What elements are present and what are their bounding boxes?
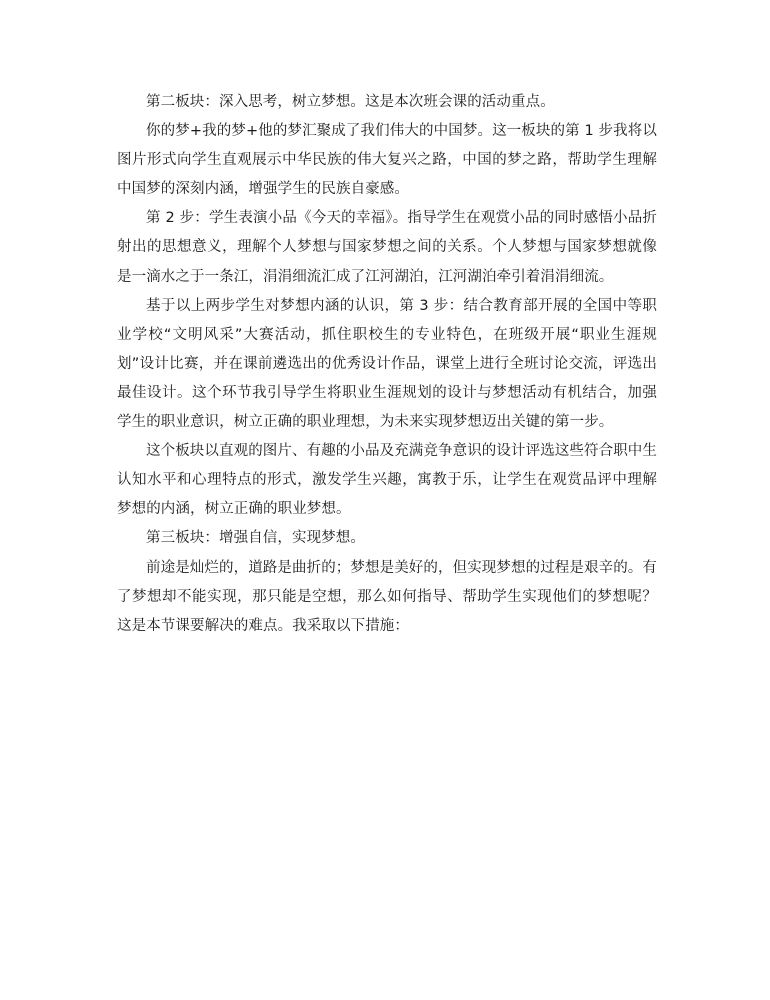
paragraph-section-summary: 这个板块以直观的图片、有趣的小品及充满竞争意识的设计评选这些符合职中生认知水平和心理特点的形式，激发学生兴趣，寓教于乐，让学生在观赏品评中理解梦想的内涵，树立正确的职业梦想。 [117,443,657,518]
section-heading-3: 第三板块：增强自信，实现梦想。 [146,530,365,547]
paragraph-difficulty: 前途是灿烂的，道路是曲折的；梦想是美好的，但实现梦想的过程是艰辛的。有了梦想却不能实现，那只能是空想，那么如何指导、帮助学生实现他们的梦想呢？这是本节课要解决的难点。我采取以下措施： [117,559,657,634]
paragraph-step-2: 第 2 步：学生表演小品《今天的幸福》。指导学生在观赏小品的同时感悟小品折射出的思想意义，理解个人梦想与国家梦想之间的关系。个人梦想与国家梦想就像是一滴水之于一条江，涓涓细流汇成了江河湖泊，江河湖泊牵引着涓涓细流。 [117,210,657,285]
paragraph-step-3: 基于以上两步学生对梦想内涵的认识，第 3 步：结合教育部开展的全国中等职业学校“文明风采”大赛活动，抓住职校生的专业特色，在班级开展“职业生涯规划”设计比赛，并在课前遴选出的优秀设计作品，课堂上进行全班讨论交流，评选出最佳设计。这个环节我引导学生将职业生涯规划的设计与梦想活动有机结合，加强学生的职业意识，树立正确的职业理想，为未来实现梦想迈出关键的第一步。 [117,297,657,431]
paragraph-step-1: 你的梦+我的梦+他的梦汇聚成了我们伟大的中国梦。这一板块的第 1 步我将以图片形式向学生直观展示中华民族的伟大复兴之路，中国的梦之路，帮助学生理解中国梦的深刻内涵，增强学生的民族自豪感。 [117,123,657,198]
document-body [117,88,657,641]
section-heading-2: 第二板块：深入思考，树立梦想。这是本次班会课的活动重点。 [146,94,555,110]
